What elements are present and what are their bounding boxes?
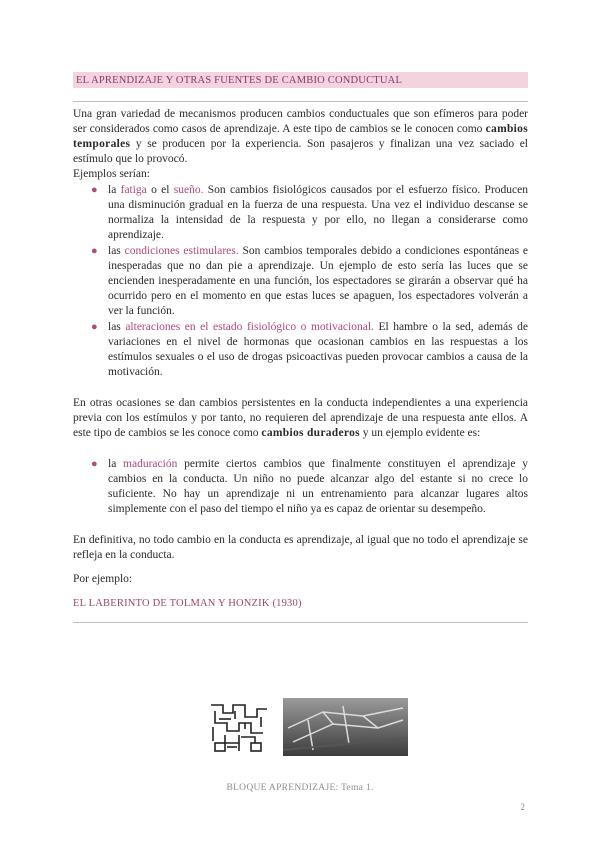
- item-text: El hambre o la sed, además de variaciones en el nivel de hormonas que ocasionan cambios en las respuestas a los estímulos sexuales o el uso de drogas psicoactivas pueden provocar cambios a causa de la motivación.: [108, 321, 529, 378]
- para2-text-a: En otras ocasiones se dan cambios persistentes en la conducta independientes a una experiencia previa con los estímulos y por tanto, no requieren del aprendizaje de una respuesta ante ellos. A este tipo de cambios se les conoce como: [73, 397, 528, 439]
- bullet-icon: ●: [91, 245, 98, 257]
- list-item: [73, 183, 528, 243]
- item-text: Son cambios temporales debido a condiciones espontáneas e inesperadas que no dan pie a aprendizaje. Un ejemplo de esto sería las luces que se encienden inesperadamente en una función, los espectadores se girarán a observar qué ha ocurrido pero en el momento en que estas luces se apaguen, los espectadores volverán a ver la función.: [108, 245, 528, 317]
- item-text: la: [108, 184, 121, 196]
- term-condiciones-estimulares: condiciones estimulares.: [124, 245, 239, 257]
- maze-photo: [283, 698, 408, 756]
- intro-text-b: y se producen por la experiencia. Son pasajeros y finalizan una vez saciado el estímulo que lo provocó.: [73, 138, 528, 165]
- spacer: [73, 380, 528, 396]
- item-text: las: [108, 245, 125, 257]
- page-number: 2: [520, 802, 525, 812]
- example-label: Por ejemplo:: [73, 573, 133, 585]
- spacer: [73, 441, 528, 457]
- term-sueno: sueño.: [173, 184, 204, 196]
- examples-label: Ejemplos serían:: [73, 168, 150, 180]
- item-text: las: [108, 321, 126, 333]
- bullet-icon: ●: [91, 184, 98, 196]
- term-fatiga: fatiga: [120, 184, 147, 196]
- figure-images: [205, 697, 405, 759]
- section-heading: EL APRENDIZAJE Y OTRAS FUENTES DE CAMBIO CONDUCTUAL: [73, 72, 528, 88]
- page-content: [73, 72, 528, 623]
- term-alteraciones: alteraciones en el estado fisiológico o motivacional.: [125, 321, 374, 333]
- subsection-divider: [73, 622, 528, 623]
- list-item: [73, 320, 528, 380]
- term-cambios-duraderos: cambios duraderos: [261, 427, 360, 439]
- temporary-changes-list: [73, 183, 528, 380]
- durable-changes-list: [73, 457, 528, 517]
- term-maduracion: maduración: [123, 458, 178, 470]
- bullet-icon: ●: [91, 321, 98, 333]
- bullet-icon: ●: [91, 458, 98, 470]
- item-text: o el: [146, 184, 174, 196]
- maze-diagram: [205, 697, 273, 757]
- footer-text: BLOQUE APRENDIZAJE: Tema 1.: [226, 783, 374, 793]
- item-text: Son cambios fisiológicos causados por el esfuerzo físico. Producen una disminución gradual en la fuerza de una respuesta. Una vez el individuo descanse se normaliza la intensidad de la respuesta y por ello, no llegan a considerarse como aprendizaje.: [108, 184, 528, 241]
- heading-divider: [73, 101, 528, 102]
- list-item: [73, 244, 528, 319]
- subsection-heading: EL LABERINTO DE TOLMAN Y HONZIK (1930): [73, 598, 302, 609]
- durable-changes-paragraph: [73, 396, 528, 441]
- term-cambios-temporales: cambios temporales: [73, 123, 528, 150]
- para2-text-b: y un ejemplo evidente es:: [359, 427, 481, 439]
- list-item: [73, 457, 528, 517]
- intro-text-a: Una gran variedad de mecanismos producen cambios conductuales que son efímeros para poder ser considerados como casos de aprendizaje. A este tipo de cambios se le conocen como: [73, 108, 528, 135]
- item-text: la: [108, 458, 124, 470]
- intro-paragraph: [73, 107, 528, 167]
- item-text: permite ciertos cambios que finalmente constituyen el aprendizaje y cambios en la conducta. Un niño no puede alcanzar algo del estante si no crece lo suficiente. No hay un aprendizaje ni un entrenamiento para alcanzar lugares altos simplemente con el paso del tiempo el niño ya es capaz de orientar su desempeño.: [108, 458, 528, 515]
- conclusion-paragraph: En definitiva, no todo cambio en la conducta es aprendizaje, al igual que no todo el aprendizaje se refleja en la conducta.: [73, 534, 528, 561]
- spacer: [73, 517, 528, 533]
